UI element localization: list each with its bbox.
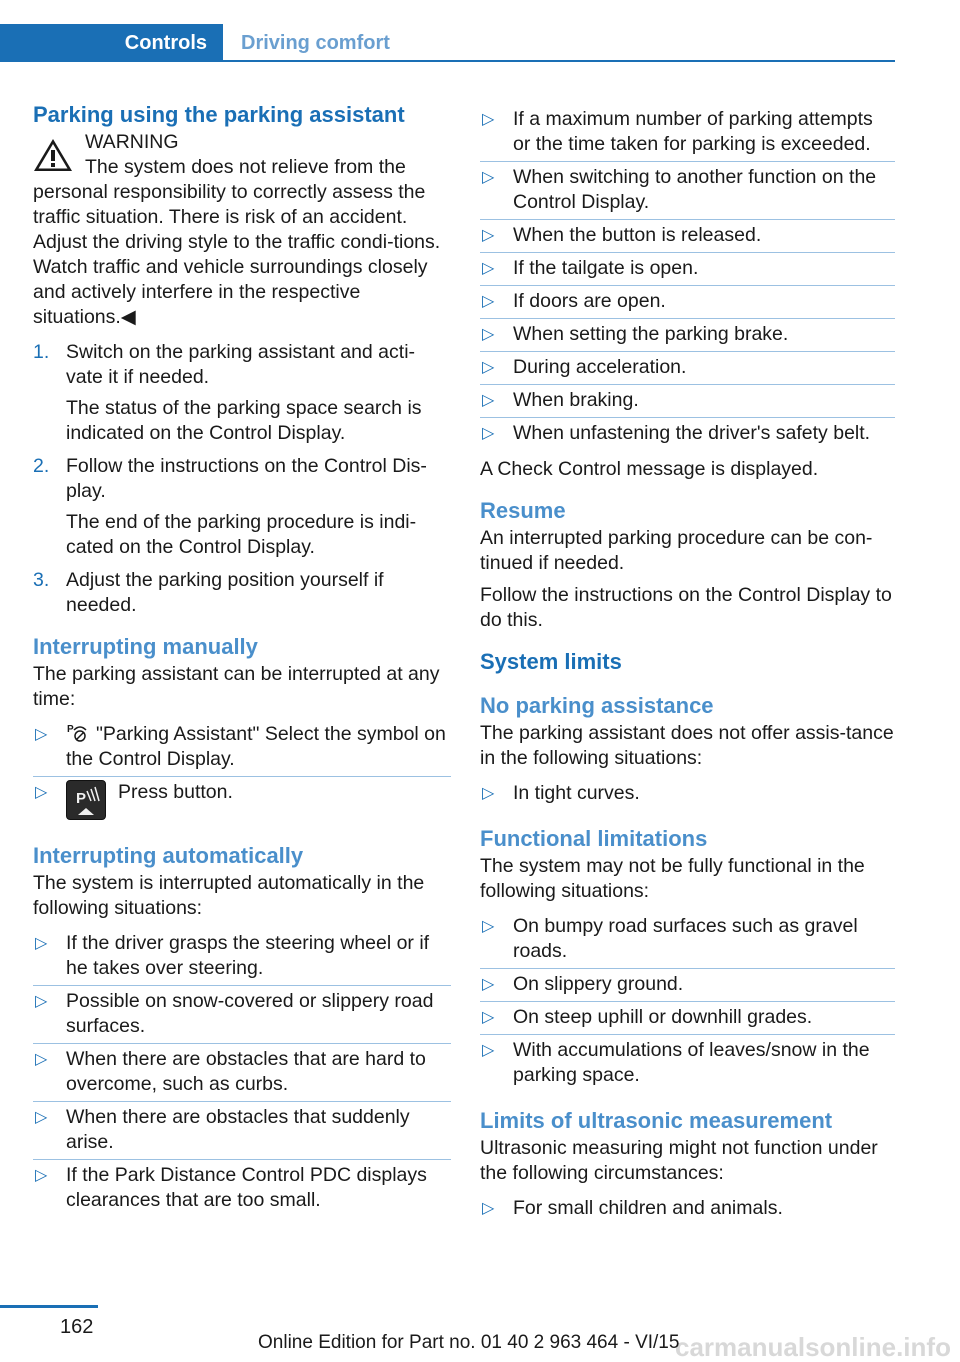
triangle-right-icon: ▷ (482, 260, 495, 277)
list-item (480, 220, 895, 253)
no-assistance-heading: No parking assistance (480, 693, 714, 718)
step-list (33, 340, 451, 618)
list-item (480, 319, 895, 352)
functional-limitations-heading: Functional limitations (480, 826, 708, 851)
manual-list (33, 719, 451, 827)
triangle-right-icon: ▷ (482, 1009, 495, 1026)
auto-heading: Interrupting automatically (33, 843, 304, 868)
triangle-right-icon: ▷ (35, 1109, 48, 1126)
list-item-text: If the driver grasps the steering wheel or if he takes over steering. (66, 932, 430, 979)
list-item-text: On steep uphill or downhill grades. (513, 1006, 813, 1028)
triangle-right-icon: ▷ (482, 227, 495, 244)
list-item-text: When there are obstacles that suddenly arise. (66, 1106, 410, 1153)
list-item (480, 253, 895, 286)
auto-list (33, 928, 451, 1217)
list-item (480, 969, 895, 1002)
list-item-text: During acceleration. (513, 356, 687, 378)
warning-block (33, 130, 451, 330)
triangle-right-icon: ▷ (35, 1167, 48, 1184)
step-number: 2. (33, 455, 50, 477)
warning-triangle-icon (33, 138, 73, 172)
auto-intro: The system is interrupted automatically in the following situations: (33, 872, 425, 919)
list-item (480, 162, 895, 220)
parking-assistant-icon (66, 722, 90, 744)
check-control-text: A Check Control message is displayed. (480, 458, 819, 480)
svg-text:P: P (67, 724, 74, 735)
footer-rule (0, 1305, 98, 1308)
list-item-text: When switching to another function on the Control Display. (513, 166, 877, 213)
list-item-text: "Parking Assistant" Select the symbol on the Control Display. (66, 723, 446, 770)
triangle-right-icon: ▷ (482, 1042, 495, 1059)
list-item (480, 1002, 895, 1035)
list-item-text: If the tailgate is open. (513, 257, 699, 279)
right-column (480, 104, 895, 1225)
list-item (480, 286, 895, 319)
list-item (480, 1193, 895, 1225)
section-title: Parking using the parking assistant (33, 102, 405, 127)
manual-heading: Interrupting manually (33, 634, 258, 659)
list-item-text: On slippery ground. (513, 973, 684, 995)
tab-driving-comfort[interactable]: Driving comfort (241, 31, 390, 54)
list-item-text: If a maximum number of parking attempts or the time taken for parking is exceeded. (513, 108, 873, 155)
list-item (480, 911, 895, 969)
triangle-right-icon: ▷ (482, 1200, 495, 1217)
list-item-text: When setting the parking brake. (513, 323, 789, 345)
list-item (480, 104, 895, 162)
triangle-right-icon: ▷ (482, 359, 495, 376)
ultrasonic-limits-heading: Limits of ultrasonic measurement (480, 1108, 833, 1133)
resume-text: An interrupted parking procedure can be con‐tinued if needed. (480, 527, 873, 574)
triangle-right-icon: ▷ (482, 293, 495, 310)
parking-button-icon (66, 780, 106, 820)
list-item (33, 719, 451, 777)
step-subtext: The status of the parking space search is indicated on the Control Display. (66, 397, 422, 444)
no-assistance-list (480, 778, 895, 810)
step-text: Switch on the parking assistant and acti‐vate it if needed. (66, 341, 416, 388)
triangle-right-icon: ▷ (35, 726, 48, 743)
ultrasonic-limits-list (480, 1193, 895, 1225)
functional-limitations-list (480, 911, 895, 1092)
ultrasonic-limits-intro: Ultrasonic measuring might not function under the following circumstances: (480, 1137, 878, 1184)
list-item (33, 1102, 451, 1160)
list-item-text: For small children and animals. (513, 1197, 783, 1219)
list-item (480, 418, 895, 450)
step-text: Follow the instructions on the Control Dis‐play. (66, 455, 427, 502)
resume-text-2: Follow the instructions on the Control Display to do this. (480, 584, 892, 631)
watermark: carmanualsonline.info (675, 1332, 951, 1362)
step-item (33, 340, 451, 446)
list-item-text: If doors are open. (513, 290, 666, 312)
list-item (480, 352, 895, 385)
functional-limitations-intro: The system may not be fully functional in the following situations: (480, 855, 865, 902)
list-item (33, 777, 451, 827)
triangle-right-icon: ▷ (482, 392, 495, 409)
list-item (480, 385, 895, 418)
list-item (480, 1035, 895, 1092)
list-item (33, 1160, 451, 1217)
list-item-text: In tight curves. (513, 782, 640, 804)
step-number: 3. (33, 569, 50, 591)
left-column (33, 100, 451, 1217)
triangle-right-icon: ▷ (35, 1051, 48, 1068)
list-item-text: On bumpy road surfaces such as gravel roads. (513, 915, 858, 962)
step-item (33, 454, 451, 560)
list-item (33, 928, 451, 986)
auto-list-continued (480, 104, 895, 450)
triangle-right-icon: ▷ (482, 918, 495, 935)
svg-text:P: P (76, 790, 87, 807)
list-item (480, 778, 895, 810)
step-text: Adjust the parking position yourself if needed. (66, 569, 384, 616)
step-subtext: The end of the parking procedure is indi‐cated on the Control Display. (66, 511, 417, 558)
warning-title: WARNING (85, 131, 179, 153)
list-item-text: Press button. (118, 781, 233, 803)
list-item (33, 1044, 451, 1102)
list-item-text: When unfastening the driver's safety belt. (513, 422, 871, 444)
triangle-right-icon: ▷ (482, 169, 495, 186)
list-item (33, 986, 451, 1044)
triangle-right-icon: ▷ (35, 784, 48, 801)
edition-text: Online Edition for Part no. 01 40 2 963 464 - VI/15 (258, 1332, 680, 1353)
triangle-right-icon: ▷ (482, 326, 495, 343)
manual-intro: The parking assistant can be interrupted at any time: (33, 663, 440, 710)
triangle-right-icon: ▷ (482, 976, 495, 993)
system-limits-heading: System limits (480, 649, 622, 674)
triangle-right-icon: ▷ (482, 785, 495, 802)
step-item (33, 568, 451, 618)
list-item-text: When braking. (513, 389, 639, 411)
triangle-right-icon: ▷ (482, 425, 495, 442)
page-number: 162 (60, 1316, 94, 1338)
triangle-right-icon: ▷ (482, 111, 495, 128)
resume-heading: Resume (480, 498, 566, 523)
triangle-right-icon: ▷ (35, 993, 48, 1010)
list-item-text: If the Park Distance Control PDC displays clearances that are too small. (66, 1164, 427, 1211)
header-tabbar (0, 24, 895, 62)
list-item-text: When there are obstacles that are hard to overcome, such as curbs. (66, 1048, 426, 1095)
tab-controls[interactable]: Controls (0, 24, 223, 62)
step-number: 1. (33, 341, 50, 363)
list-item-text: When the button is released. (513, 224, 762, 246)
triangle-right-icon: ▷ (35, 935, 48, 952)
no-assistance-intro: The parking assistant does not offer assis‐tance in the following situations: (480, 722, 894, 769)
list-item-text: Possible on snow-covered or slippery road surfaces. (66, 990, 434, 1037)
warning-text: The system does not relieve from the personal responsibility to correctly assess the traffic situation. There is risk of an accident. Adjust the driving style to the traffic condi‐tions. Watch traffic and vehicle surroundings closely and actively interfere in the respective situations.◀ (33, 156, 441, 328)
list-item-text: With accumulations of leaves/snow in the parking space. (513, 1039, 870, 1086)
